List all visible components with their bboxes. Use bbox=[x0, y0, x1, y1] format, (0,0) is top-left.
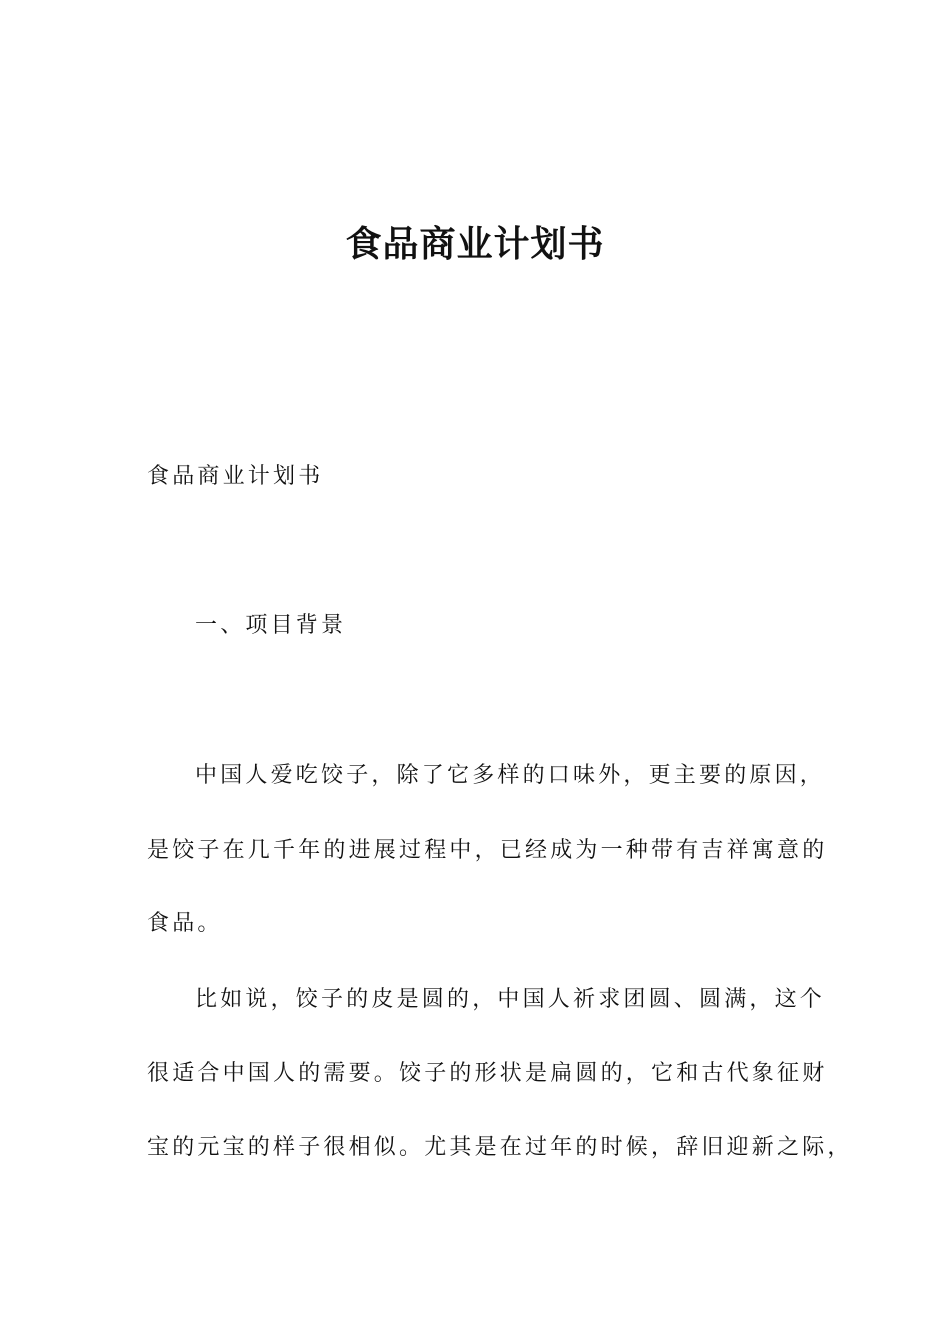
document-subtitle: 食品商业计划书 bbox=[147, 464, 324, 489]
section-heading: 一、项目背景 bbox=[195, 613, 347, 638]
paragraph-line: 中国人爱吃饺子，除了它多样的口味外，更主要的原因， bbox=[195, 763, 826, 788]
paragraph-line: 很适合中国人的需要。饺子的形状是扁圆的，它和古代象征财 bbox=[147, 1061, 828, 1086]
paragraph-line: 是饺子在几千年的进展过程中，已经成为一种带有吉祥寓意的 bbox=[147, 838, 828, 863]
document-title: 食品商业计划书 bbox=[345, 224, 605, 265]
paragraph-line: 食品。 bbox=[147, 911, 223, 936]
paragraph-line: 比如说，饺子的皮是圆的，中国人祈求团圆、圆满，这个 bbox=[195, 987, 826, 1012]
paragraph-line: 宝的元宝的样子很相似。尤其是在过年的时候，辞旧迎新之际， bbox=[147, 1135, 853, 1160]
